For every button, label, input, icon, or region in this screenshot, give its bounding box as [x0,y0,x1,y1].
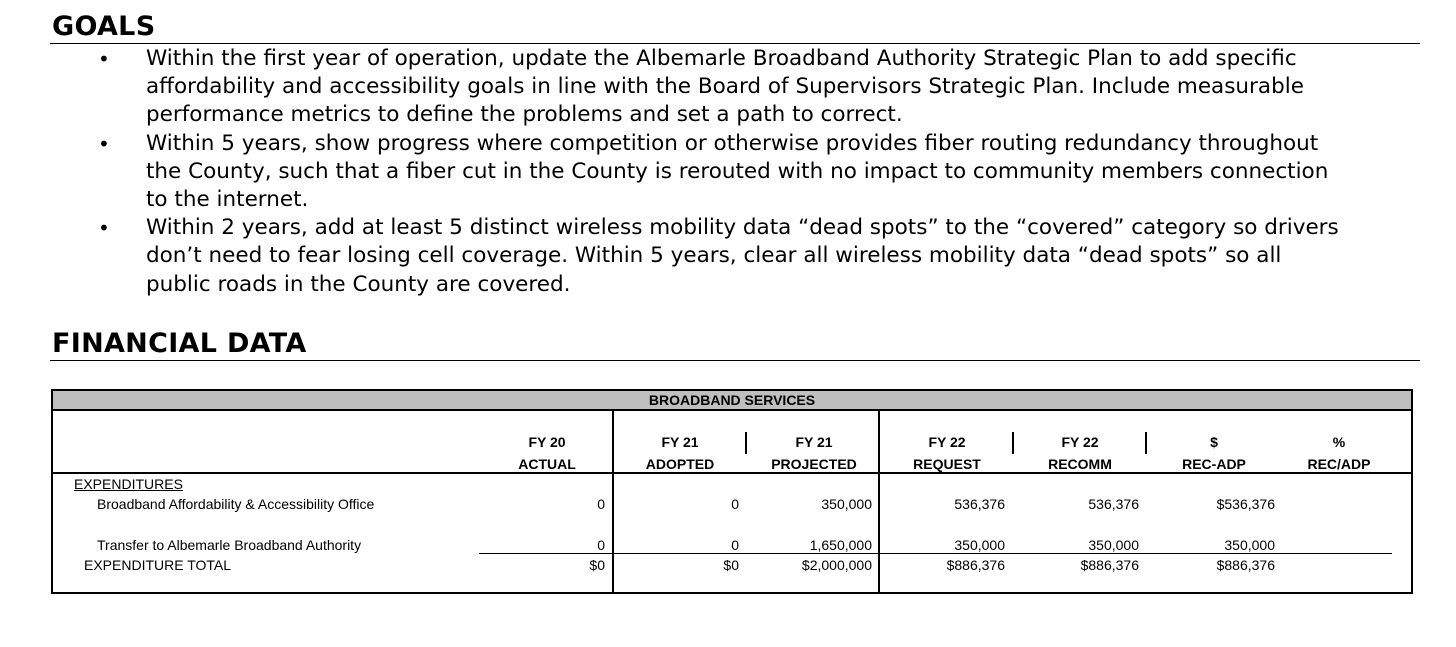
goal-item [0,214,1416,299]
column-header-line: $ [1210,434,1218,450]
bullet-icon: • [98,47,110,71]
financial-heading: FINANCIAL DATA [52,328,307,359]
column-header-line: % [1332,434,1346,450]
column-header-fy22-recomm [1025,431,1135,475]
goal-line: Within 5 years, show progress where competition or otherwise provides fiber routing redundancy throughout [146,130,1319,156]
row-label: Broadband Affordability & Accessibility Office [97,496,375,512]
table-cell: 536,376 [1088,496,1139,512]
table-cell: 350,000 [1088,537,1139,553]
goal-line: performance metrics to define the problems and set a path to correct. [146,102,903,128]
row-label: Transfer to Albemarle Broadband Authority [97,537,362,553]
goal-item [0,130,1416,215]
goals-list [0,45,1456,299]
financial-table [51,389,1413,594]
column-header-line: RECOMM [1048,456,1112,472]
table-cell: 350,000 [954,537,1005,553]
goals-heading-rule [50,43,1420,44]
column-header-line: REC/ADP [1307,456,1371,472]
table-cell: 350,000 [1224,537,1275,553]
goal-line: Within 2 years, add at least 5 distinct wireless mobility data “dead spots” to the “covered” category so drivers [146,215,1339,241]
table-cell: $536,376 [1216,496,1275,512]
column-header-line: REQUEST [913,456,981,472]
total-cell: $886,376 [1080,557,1139,573]
table-cell: 0 [731,537,739,553]
financial-heading-rule [50,360,1420,361]
goals-heading: GOALS [52,11,156,42]
header-tick [745,432,747,454]
column-header-rec-adp-dollar [1159,431,1269,475]
table-cell: 350,000 [821,496,872,512]
header-tick [1145,432,1147,454]
column-divider [612,411,614,592]
column-header-line: REC-ADP [1182,456,1246,472]
total-cell: $886,376 [1216,557,1275,573]
column-header-line: FY 21 [795,434,833,450]
total-cell: $2,000,000 [801,557,872,573]
goal-line: public roads in the County are covered. [146,271,571,297]
column-header-line: PROJECTED [771,456,857,472]
total-cell: $0 [589,557,605,573]
bullet-icon: • [98,131,110,156]
header-tick [1012,432,1014,454]
table-cell: 0 [597,537,605,553]
table-title: BROADBAND SERVICES [53,391,1411,411]
section-label-expenditures: EXPENDITURES [74,476,183,492]
table-cell: 0 [597,496,605,512]
table-cell: 0 [731,496,739,512]
goal-item [0,45,1416,130]
goal-line: don’t need to fear losing cell coverage. Within 5 years, clear all wireless mobility data “dead spots” so all [146,243,1282,269]
column-divider [878,411,880,592]
column-header-fy22-request [892,431,1002,475]
column-header-fy21-adopted [625,431,735,475]
column-header-line: ACTUAL [518,456,576,472]
column-header-line: FY 20 [528,434,566,450]
goal-line: affordability and accessibility goals in line with the Board of Supervisors Strategic Plan. Include measurable [146,74,1304,100]
total-cell: $0 [723,557,739,573]
total-cell: $886,376 [946,557,1005,573]
column-header-line: FY 22 [1061,434,1099,450]
column-header-rec-adp-percent [1284,431,1394,475]
column-header-line: FY 21 [661,434,699,450]
table-cell: 1,650,000 [809,537,872,553]
column-header-fy20-actual [492,431,602,475]
column-header-fy21-projected [759,431,869,475]
table-cell: 536,376 [954,496,1005,512]
column-header-line: FY 22 [928,434,966,450]
bullet-icon: • [98,216,110,241]
sum-rule [479,553,1392,554]
goal-line: Within the first year of operation, update the Albemarle Broadband Authority Strategic Plan to add specific [146,46,1297,71]
goal-line: to the internet. [146,187,309,213]
total-label: EXPENDITURE TOTAL [84,557,232,573]
column-header-line: ADOPTED [645,456,715,472]
goal-line: the County, such that a fiber cut in the County is rerouted with no impact to community members connection [146,158,1329,184]
